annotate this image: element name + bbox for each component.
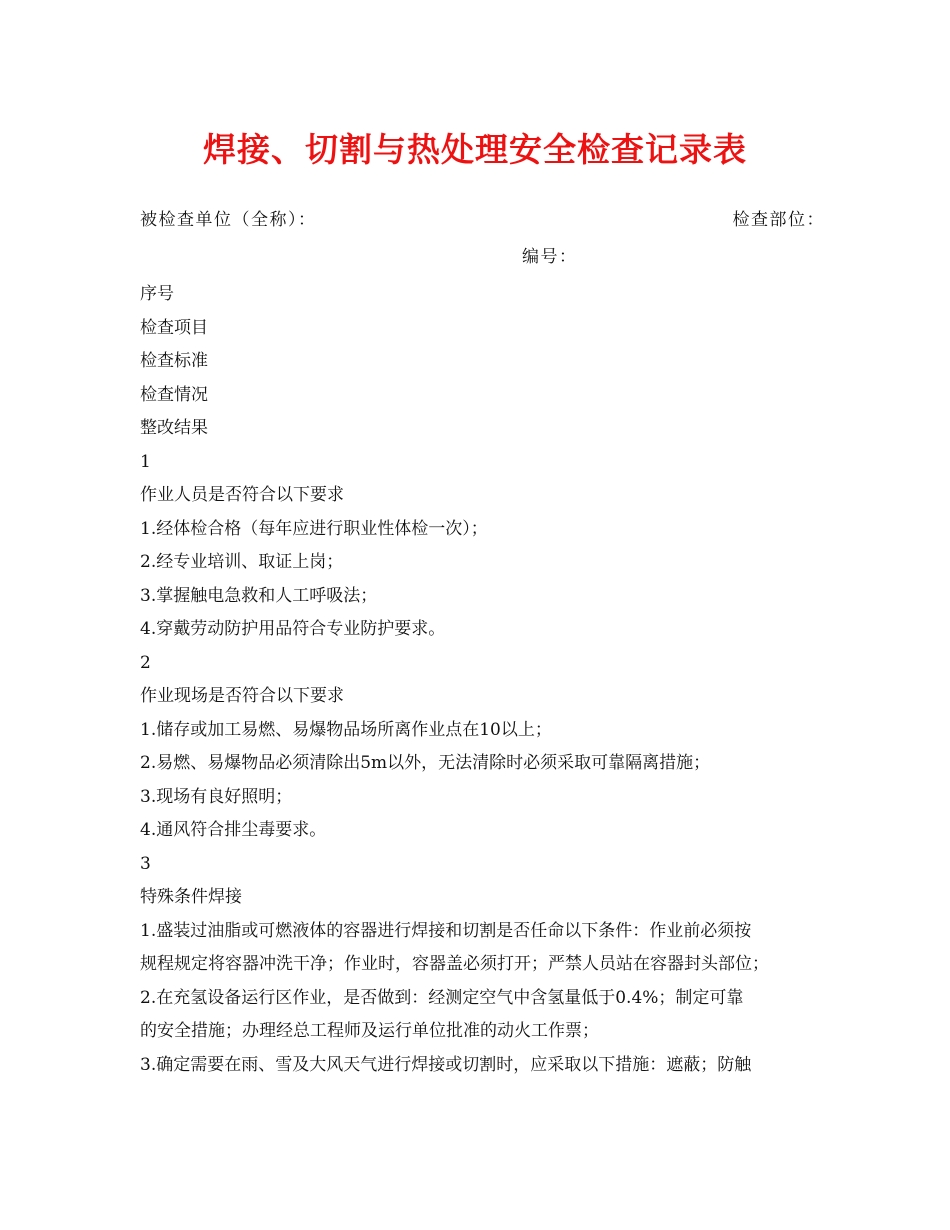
- body-line: 1.盛装过油脂或可燃液体的容器进行焊接和切割是否任命以下条件：作业前必须按: [140, 920, 752, 941]
- inspected-unit-label: 被检查单位（全称）：: [140, 210, 317, 230]
- body-line: 整改结果: [140, 418, 208, 438]
- body-line: 作业现场是否符合以下要求: [140, 686, 344, 706]
- document-body: [140, 278, 830, 1082]
- body-line: 3: [140, 853, 151, 874]
- body-line: 检查项目: [140, 317, 208, 338]
- body-line: 3.确定需要在雨、雪及大风天气进行焊接或切割时，应采取以下措施：遮蔽；防触: [140, 1054, 752, 1075]
- body-line: 3.现场有良好照明；: [140, 786, 293, 807]
- body-line: 2.易燃、易爆物品必须清除出5m以外，无法清除时必须采取可靠隔离措施；: [140, 753, 711, 773]
- body-line: 1: [140, 451, 151, 472]
- body-line: 4.穿戴劳动防护用品符合专业防护要求。: [140, 619, 446, 639]
- body-line: 规程规定将容器冲洗干净；作业时，容器盖必须打开；严禁人员站在容器封头部位；: [140, 954, 769, 974]
- body-line: 1.储存或加工易燃、易爆物品场所离作业点在10以上；: [140, 719, 552, 740]
- body-line: 2.在充氢设备运行区作业，是否做到：经测定空气中含氢量低于0.4%；制定可靠: [140, 987, 744, 1008]
- body-line: 2.经专业培训、取证上岗；: [140, 552, 344, 572]
- body-line: 序号: [140, 284, 174, 304]
- body-line: 检查标准: [140, 351, 208, 371]
- body-line: 检查情况: [140, 384, 208, 405]
- body-line: 特殊条件焊接: [140, 887, 242, 907]
- body-line: 作业人员是否符合以下要求: [140, 485, 344, 505]
- body-line: 4.通风符合排尘毒要求。: [140, 820, 327, 840]
- body-line: 2: [140, 652, 151, 673]
- document-title: 焊接、切割与热处理安全检查记录表: [203, 130, 747, 169]
- record-number-label: 编号：: [522, 247, 578, 267]
- body-line: 1.经体检合格（每年应进行职业性体检一次）；: [140, 518, 488, 539]
- inspection-location-label: 检查部位：: [732, 210, 825, 230]
- body-line: 的安全措施；办理经总工程师及运行单位批准的动火工作票；: [140, 1021, 599, 1041]
- body-line: 3.掌握触电急救和人工呼吸法；: [140, 585, 378, 606]
